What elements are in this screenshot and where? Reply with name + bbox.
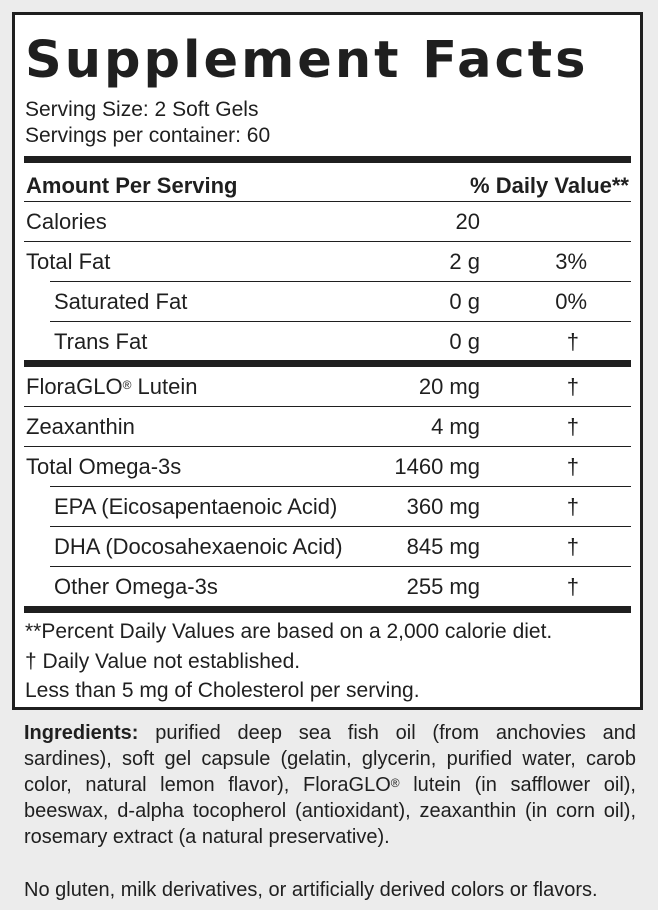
brand-name: FloraGLO — [26, 374, 123, 399]
footnote-daily-values: **Percent Daily Values are based on a 2,000 calorie diet. — [25, 620, 553, 643]
divider-thick — [24, 606, 631, 613]
nutrient-amount: 4 mg — [431, 414, 480, 439]
nutrient-amount: 2 g — [449, 249, 480, 274]
table-row — [24, 242, 631, 282]
nutrient-amount: 0 g — [449, 329, 480, 354]
nutrient-name: Other Omega-3s — [54, 574, 218, 599]
nutrient-amount: 0 g — [449, 289, 480, 314]
table-row — [24, 322, 631, 360]
nutrient-name: Calories — [26, 209, 107, 234]
nutrient-dv: † — [566, 454, 579, 479]
nutrient-dv: 3% — [555, 249, 587, 274]
table-row — [24, 407, 631, 447]
nutrient-dv: † — [566, 494, 579, 519]
ingredients-part2: lutein (in safflower oil), beeswax, d-alpha tocopherol (antioxidant), zeaxanthin (in corn oil), rosemary extract (a natural preservative). — [24, 774, 636, 848]
nutrient-amount: 845 mg — [406, 534, 480, 559]
nutrient-name — [26, 374, 198, 400]
nutrient-amount: 360 mg — [406, 494, 480, 519]
ingredients-label: Ingredients: — [24, 722, 139, 744]
allergen-disclaimer: No gluten, milk derivatives, or artificially derived colors or flavors. — [24, 879, 598, 901]
servings-per-container: Servings per container: 60 — [25, 124, 271, 147]
nutrient-name: DHA (Docosahexaenoic Acid) — [54, 534, 343, 559]
table-row — [24, 202, 631, 242]
nutrient-name: Saturated Fat — [54, 289, 188, 314]
daily-value-header: % Daily Value** — [470, 173, 629, 198]
nutrient-name: Trans Fat — [54, 329, 148, 354]
nutrient-dv: † — [566, 534, 579, 559]
table-row — [24, 367, 631, 407]
table-row — [24, 282, 631, 322]
footnote-cholesterol: Less than 5 mg of Cholesterol per serving. — [25, 679, 420, 702]
table-row — [24, 567, 631, 606]
header-row — [24, 164, 631, 202]
table-row — [24, 527, 631, 567]
nutrient-amount: 20 mg — [418, 374, 480, 399]
table-row — [24, 447, 631, 487]
amount-per-serving-header: Amount Per Serving — [26, 173, 238, 198]
nutrient-name: EPA (Eicosapentaenoic Acid) — [54, 494, 338, 519]
nutrient-dv: 0% — [555, 289, 587, 314]
nutrient-amount: 255 mg — [406, 574, 480, 599]
nutrient-name: Total Omega-3s — [26, 454, 182, 479]
footnote-dagger: † Daily Value not established. — [25, 650, 301, 673]
supplement-facts-panel — [12, 12, 643, 710]
nutrient-amount: 20 — [455, 209, 480, 234]
nutrient-dv: † — [566, 374, 579, 399]
divider-thick — [24, 360, 631, 367]
ingredients-text — [24, 720, 636, 850]
table-row — [24, 487, 631, 527]
nutrient-name-rest: Lutein — [131, 374, 198, 399]
ingredients-part1: purified deep sea fish oil (from anchovies and sardines), soft gel capsule (gelatin, glycerin, purified water, carob color, natural lemon flavor), FloraGLO — [24, 722, 636, 796]
nutrient-name: Total Fat — [26, 249, 111, 274]
panel-title: Supplement Facts — [25, 31, 589, 90]
registered-mark: ® — [390, 776, 400, 790]
nutrient-dv: † — [566, 329, 579, 354]
registered-mark: ® — [122, 378, 132, 392]
serving-size: Serving Size: 2 Soft Gels — [25, 98, 259, 121]
nutrient-name: Zeaxanthin — [26, 414, 135, 439]
nutrient-amount: 1460 mg — [394, 454, 480, 479]
divider-thick — [24, 156, 631, 163]
nutrient-dv: † — [566, 414, 579, 439]
nutrient-dv: † — [566, 574, 579, 599]
